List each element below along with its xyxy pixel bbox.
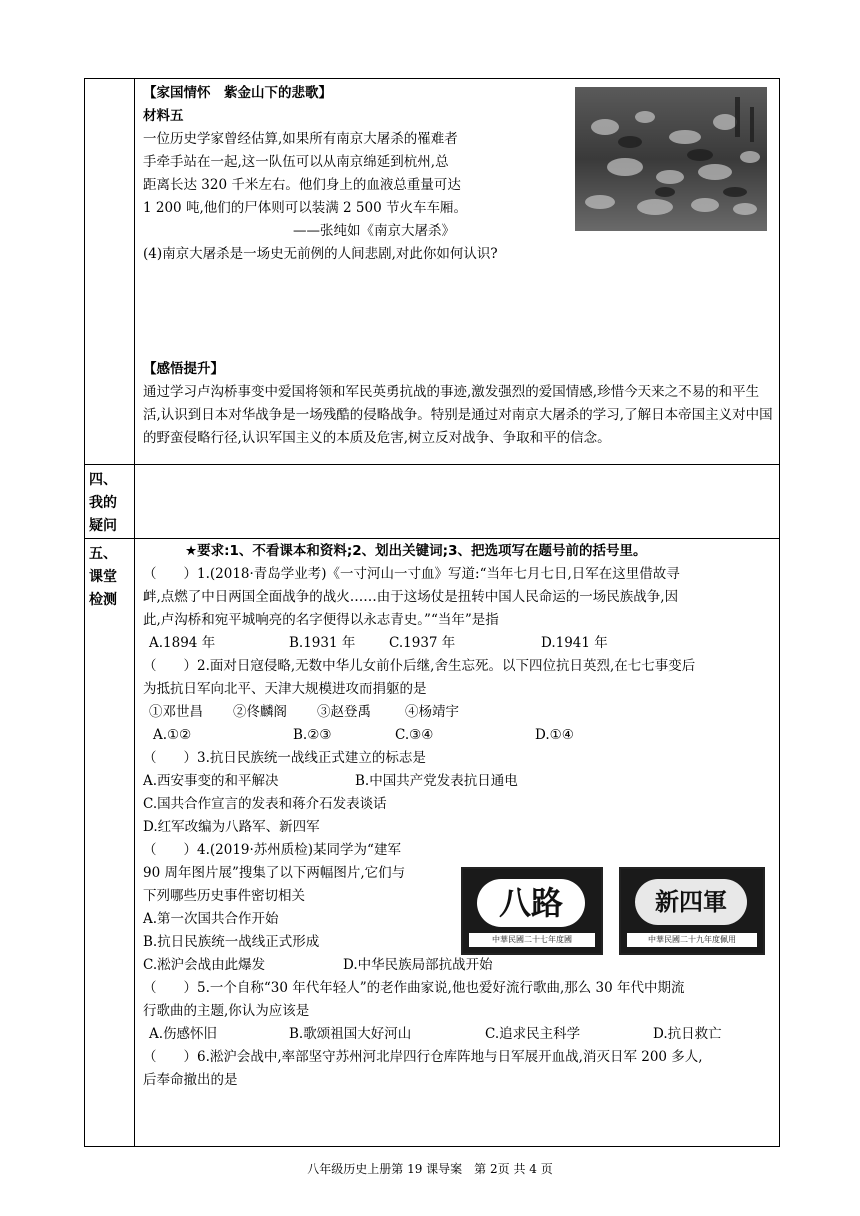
q2-line: （ ）2.面对日寇侵略,无数中华儿女前仆后继,舍生忘死。以下四位抗日英烈,在七七事变后	[143, 658, 696, 674]
test-row	[85, 539, 780, 1147]
questions-row	[85, 465, 780, 539]
q3-option-d: D.红军改编为八路军、新四军	[143, 819, 320, 835]
section5-label	[85, 539, 135, 1147]
empty-label-cell	[85, 79, 135, 465]
material-line: 1 200 吨,他们的尸体则可以装满 2 500 节火车车厢。	[143, 200, 467, 216]
q4-options-row	[143, 954, 773, 977]
material-line: 手牵手站在一起,这一队伍可以从南京绵延到杭州,总	[143, 154, 449, 170]
q2-item: ③赵登禹	[317, 704, 371, 720]
eighth-route-army-badge	[461, 867, 603, 955]
my-questions-cell	[135, 465, 780, 539]
badge2-main: 新四軍	[635, 879, 747, 925]
material-cell	[135, 79, 780, 465]
requirement: ★要求:1、不看课本和资料;2、划出关键词;3、把选项写在题号前的括号里。	[185, 543, 647, 559]
section5-label-line: 检测	[89, 592, 117, 608]
q4-option-b: B.抗日民族统一战线正式形成	[143, 934, 320, 950]
lesson-table	[84, 78, 780, 1147]
q6-line: 后奉命撤出的是	[143, 1072, 238, 1088]
q2-item: ④杨靖宇	[405, 704, 459, 720]
q4-option-a: A.第一次国共合作开始	[143, 911, 279, 927]
section4-label-line: 四、	[89, 472, 117, 488]
q4-option-d: D.中华民族局部抗战开始	[343, 957, 493, 973]
insight-text: 通过学习卢沟桥事变中爱国将领和军民英勇抗战的事迹,激发强烈的爱国情感,珍惜今天来之不易的和平生活,认识到日本对华战争是一场残酷的侵略战争。特别是通过对南京大屠杀的学习,了解日本帝国主义对中国的野蛮侵略行径,认识军国主义的本质及危害,树立反对战争、争取和平的信念。	[143, 384, 773, 446]
q2-option-d: D.①④	[535, 727, 574, 743]
q4-line: 下列哪些历史事件密切相关	[143, 888, 305, 904]
material-source: ——张纯如《南京大屠杀》	[293, 223, 455, 239]
q1-option-b: B.1931 年	[289, 635, 356, 651]
q1-option-c: C.1937 年	[389, 635, 456, 651]
answer-space	[143, 266, 773, 358]
page-footer: 八年级历史上册第 19 课导案 第 2页 共 4 页	[307, 1162, 553, 1176]
q1-line: （ ）1.(2018·青岛学业考)《一寸河山一寸血》写道:“当年七月七日,日军在这里借故寻	[143, 566, 680, 582]
question-4: (4)南京大屠杀是一场史无前例的人间悲剧,对此你如何认识?	[143, 246, 498, 262]
nanjing-massacre-photo	[575, 87, 767, 231]
section4-label	[85, 465, 135, 539]
q1-line: 衅,点燃了中日两国全面战争的战火……由于这场仗是扭转中国人民命运的一场民族战争,因	[143, 589, 679, 605]
q2-item: ①邓世昌	[149, 704, 203, 720]
q2-item: ②佟麟阁	[233, 704, 287, 720]
q4-line: 90 周年图片展”搜集了以下两幅图片,它们与	[143, 865, 406, 881]
badge1-sub: 中華民國二十七年度國	[469, 933, 595, 947]
badge2-sub: 中華民國二十九年度佩用	[627, 933, 757, 947]
q5-option-b: B.歌颂祖国大好河山	[289, 1026, 412, 1042]
section4-label-line: 疑问	[89, 518, 117, 534]
q5-option-a: A.伤感怀旧	[149, 1026, 218, 1042]
q2-option-c: C.③④	[395, 727, 434, 743]
q2-line: 为抵抗日军向北平、天津大规模进攻而捐躯的是	[143, 681, 427, 697]
q5-line: 行歌曲的主题,你认为应该是	[143, 1003, 310, 1019]
q4-line: （ ）4.(2019·苏州质检)某同学为“建军	[143, 842, 401, 858]
new-fourth-army-badge	[619, 867, 765, 955]
q5-line: （ ）5.一个自称“30 年代年轻人”的老作曲家说,他也爱好流行歌曲,那么 30 年代中期流	[143, 980, 685, 996]
q3-option-a: A.西安事变的和平解决	[143, 773, 279, 789]
q5-option-c: C.追求民主科学	[485, 1026, 581, 1042]
insight-heading: 【感悟提升】	[143, 361, 224, 377]
section-heading: 【家国情怀 紫金山下的悲歌】	[143, 85, 332, 101]
q3-line: （ ）3.抗日民族统一战线正式建立的标志是	[143, 750, 426, 766]
section5-label-line: 课堂	[89, 569, 117, 585]
q2-options	[143, 724, 773, 747]
q4-option-c: C.淞沪会战由此爆发	[143, 957, 266, 973]
material-row	[85, 79, 780, 465]
material-line: 距离长达 320 千米左右。他们身上的血液总重量可达	[143, 177, 461, 193]
q6-line: （ ）6.淞沪会战中,率部坚守苏州河北岸四行仓库阵地与日军展开血战,消灭日军 200 多人,	[143, 1049, 703, 1065]
q2-option-b: B.②③	[293, 727, 332, 743]
q3-options-row1	[143, 770, 773, 793]
q1-option-a: A.1894 年	[149, 635, 216, 651]
q1-options	[143, 632, 773, 655]
q5-options	[143, 1023, 773, 1046]
q2-items	[143, 701, 773, 724]
q5-option-d: D.抗日救亡	[653, 1026, 722, 1042]
q1-line: 此,卢沟桥和宛平城响亮的名字便得以永志青史。”“当年”是指	[143, 612, 499, 628]
q2-option-a: A.①②	[153, 727, 192, 743]
q3-option-c: C.国共合作宣言的发表和蒋介石发表谈话	[143, 796, 387, 812]
section5-label-line: 五、	[89, 546, 117, 562]
material-line: 一位历史学家曾经估算,如果所有南京大屠杀的罹难者	[143, 131, 458, 147]
test-cell	[135, 539, 780, 1147]
section4-label-line: 我的	[89, 495, 117, 511]
badge1-main: 八路	[477, 879, 585, 927]
q1-option-d: D.1941 年	[541, 635, 608, 651]
q3-option-b: B.中国共产党发表抗日通电	[355, 773, 518, 789]
material-title: 材料五	[143, 108, 184, 124]
